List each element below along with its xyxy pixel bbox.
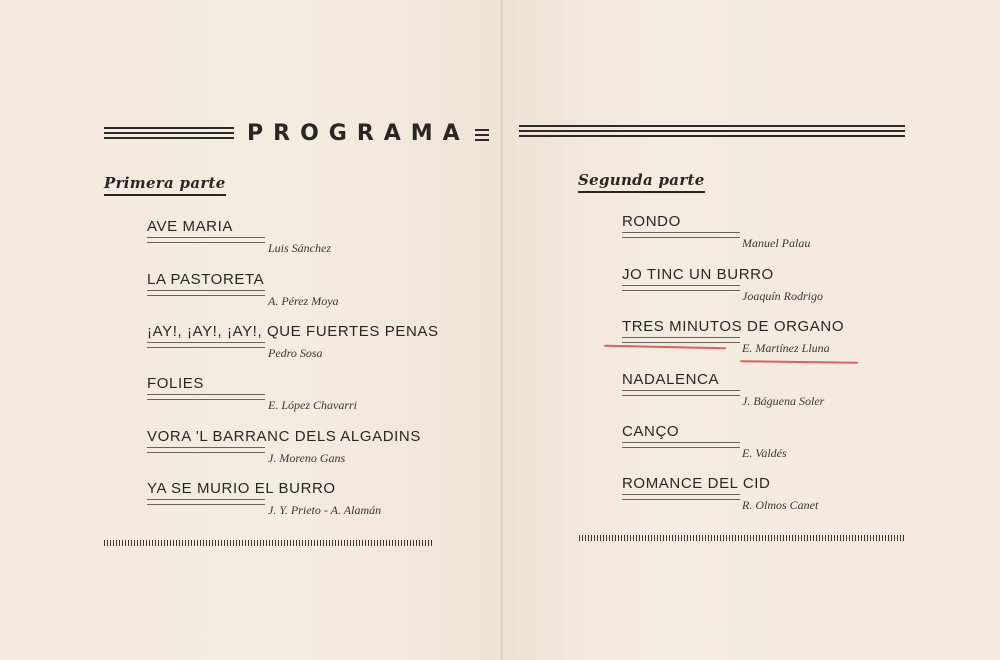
double-underline [622, 232, 740, 238]
program-item [147, 271, 339, 308]
program-item [622, 266, 823, 303]
program-item [622, 423, 787, 460]
program-title: PROGRAMA [247, 121, 470, 146]
piece-title: ROMANCE DEL CID [622, 475, 771, 492]
composer-name: Luis Sánchez [268, 241, 331, 255]
program-item [622, 213, 811, 250]
double-underline [147, 342, 265, 348]
composer-name: J. Moreno Gans [268, 451, 346, 465]
double-underline [147, 237, 265, 243]
composer-name: E. Valdés [742, 446, 787, 460]
composer-name: R. Olmos Canet [742, 498, 819, 512]
composer-name: Manuel Palau [742, 236, 811, 250]
composer-name: Joaquín Rodrigo [742, 289, 823, 303]
double-underline [147, 290, 265, 296]
double-underline [622, 337, 740, 343]
piece-title: VORA 'L BARRANC DELS ALGADINS [147, 428, 421, 445]
composer-name: Pedro Sosa [268, 346, 323, 360]
program-item [147, 323, 439, 360]
piece-title: RONDO [622, 213, 681, 230]
composer-name: E. López Chavarri [268, 398, 358, 412]
piece-title: NADALENCA [622, 371, 720, 388]
primera-parte-heading: Primera parte [104, 174, 226, 196]
program-item [147, 480, 382, 517]
double-underline [622, 494, 740, 500]
title-rule-right [519, 125, 905, 138]
piece-title: ¡AY!, ¡AY!, ¡AY!, QUE FUERTES PENAS [147, 323, 439, 340]
program-item [147, 375, 358, 412]
program-item [147, 428, 421, 465]
double-underline [622, 442, 740, 448]
double-underline [622, 390, 740, 396]
program-item [622, 475, 819, 512]
piece-title: FOLIES [147, 375, 204, 392]
title-rule-small [475, 129, 489, 142]
double-underline [147, 394, 265, 400]
double-underline [147, 447, 265, 453]
program-item [147, 218, 331, 255]
piece-title: CANÇO [622, 423, 680, 440]
piece-title: TRES MINUTOS DE ORGANO [622, 318, 845, 335]
program-item [622, 318, 845, 355]
segunda-parte-heading: Segunda parte [578, 171, 705, 193]
piece-title: JO TINC UN BURRO [622, 266, 774, 283]
composer-name: A. Pérez Moya [268, 294, 339, 308]
double-underline [147, 499, 265, 505]
footer-hatch-right [579, 535, 906, 541]
title-rule-left [104, 127, 234, 140]
composer-name: J. Y. Prieto - A. Alamán [268, 503, 382, 517]
composer-name: J. Báguena Soler [742, 394, 825, 408]
piece-title: YA SE MURIO EL BURRO [147, 480, 336, 497]
footer-hatch-left [104, 540, 432, 546]
piece-title: AVE MARIA [147, 218, 233, 235]
piece-title: LA PASTORETA [147, 271, 265, 288]
double-underline [622, 285, 740, 291]
program-item [622, 371, 825, 408]
page-fold [500, 0, 503, 660]
composer-name: E. Martínez Lluna [742, 341, 830, 355]
